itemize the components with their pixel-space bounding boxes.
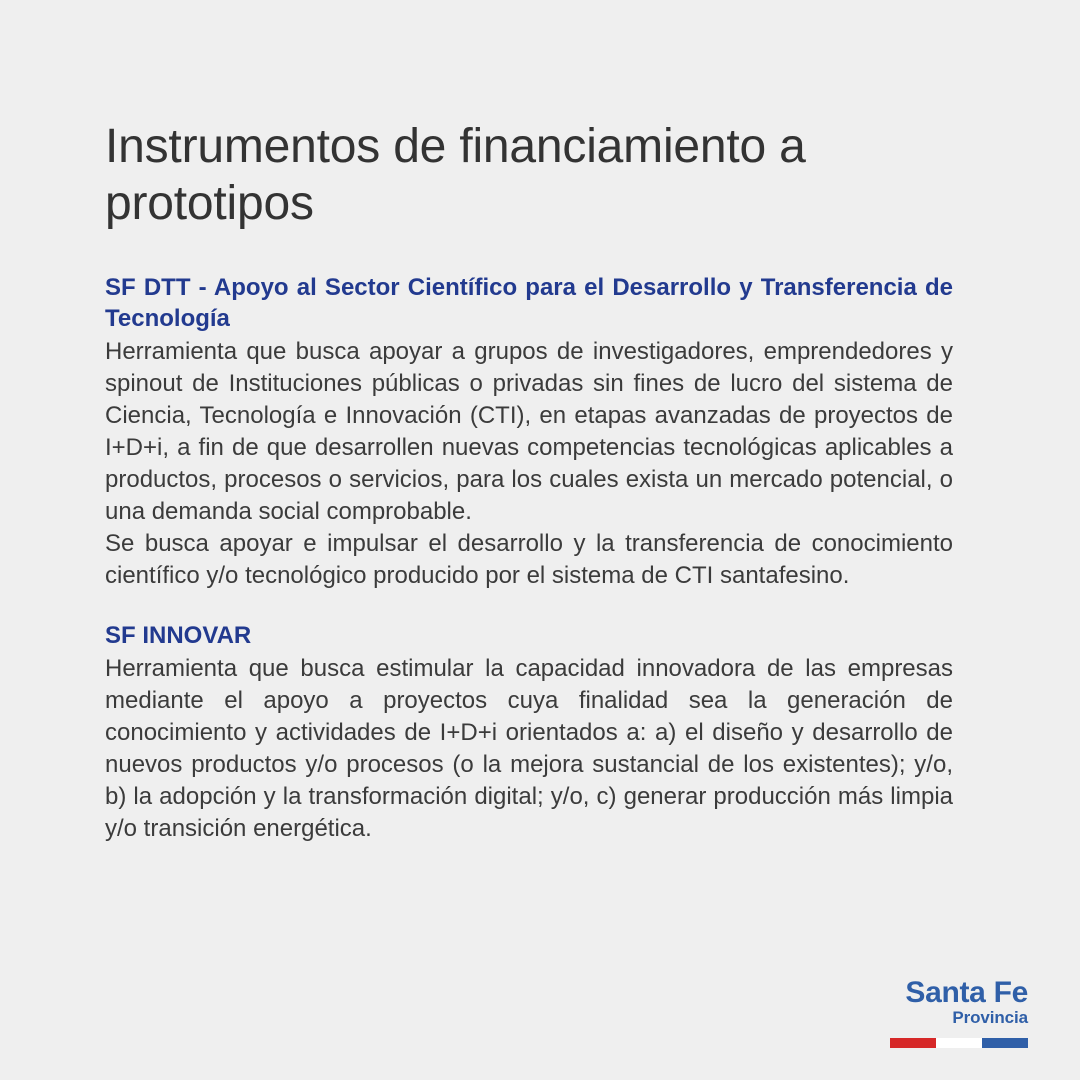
logo-name: Santa Fe	[905, 976, 1028, 1009]
section-sf-innovar	[105, 620, 953, 845]
section-sf-dtt	[105, 272, 953, 592]
flag-stripe-white	[936, 1038, 982, 1048]
flag-stripe-red	[890, 1038, 936, 1048]
section-paragraph: Se busca apoyar e impulsar el desarrollo y la transferencia de conocimiento científico y/o tecnológico producido por el sistema de CTI santafesino.	[105, 530, 953, 589]
santa-fe-logo	[883, 976, 1028, 1048]
section-heading: SF DTT - Apoyo al Sector Científico para el Desarrollo y Transferencia de Tecnología	[105, 274, 953, 332]
flag-stripe-blue	[982, 1038, 1028, 1048]
section-paragraph: Herramienta que busca apoyar a grupos de investigadores, emprendedores y spinout de Instituciones públicas o privadas sin fines de lucro del sistema de Ciencia, Tecnología e Innovación (CTI), en etapas avanzadas de proyectos de I+D+i, a fin de que desarrollen nuevas competencias tecnológicas aplicables a productos, procesos o servicios, para los cuales exista un mercado potencial, o una demanda social comprobable.	[105, 338, 953, 525]
page-title: Instrumentos de financiamiento a prototipos	[105, 120, 806, 230]
logo-subtitle: Provincia	[952, 1008, 1028, 1027]
document-page	[105, 118, 953, 845]
flag-stripes	[883, 1038, 1028, 1048]
section-heading: SF INNOVAR	[105, 622, 252, 649]
section-paragraph: Herramienta que busca estimular la capacidad innovadora de las empresas mediante el apoyo a proyectos cuya finalidad sea la generación de conocimiento y actividades de I+D+i orientados a: a) el diseño y desarrollo de nuevos productos y/o procesos (o la mejora sustancial de los existentes); y/o, b) la adopción y la transformación digital; y/o, c) generar producción más limpia y/o transición energética.	[105, 655, 953, 842]
